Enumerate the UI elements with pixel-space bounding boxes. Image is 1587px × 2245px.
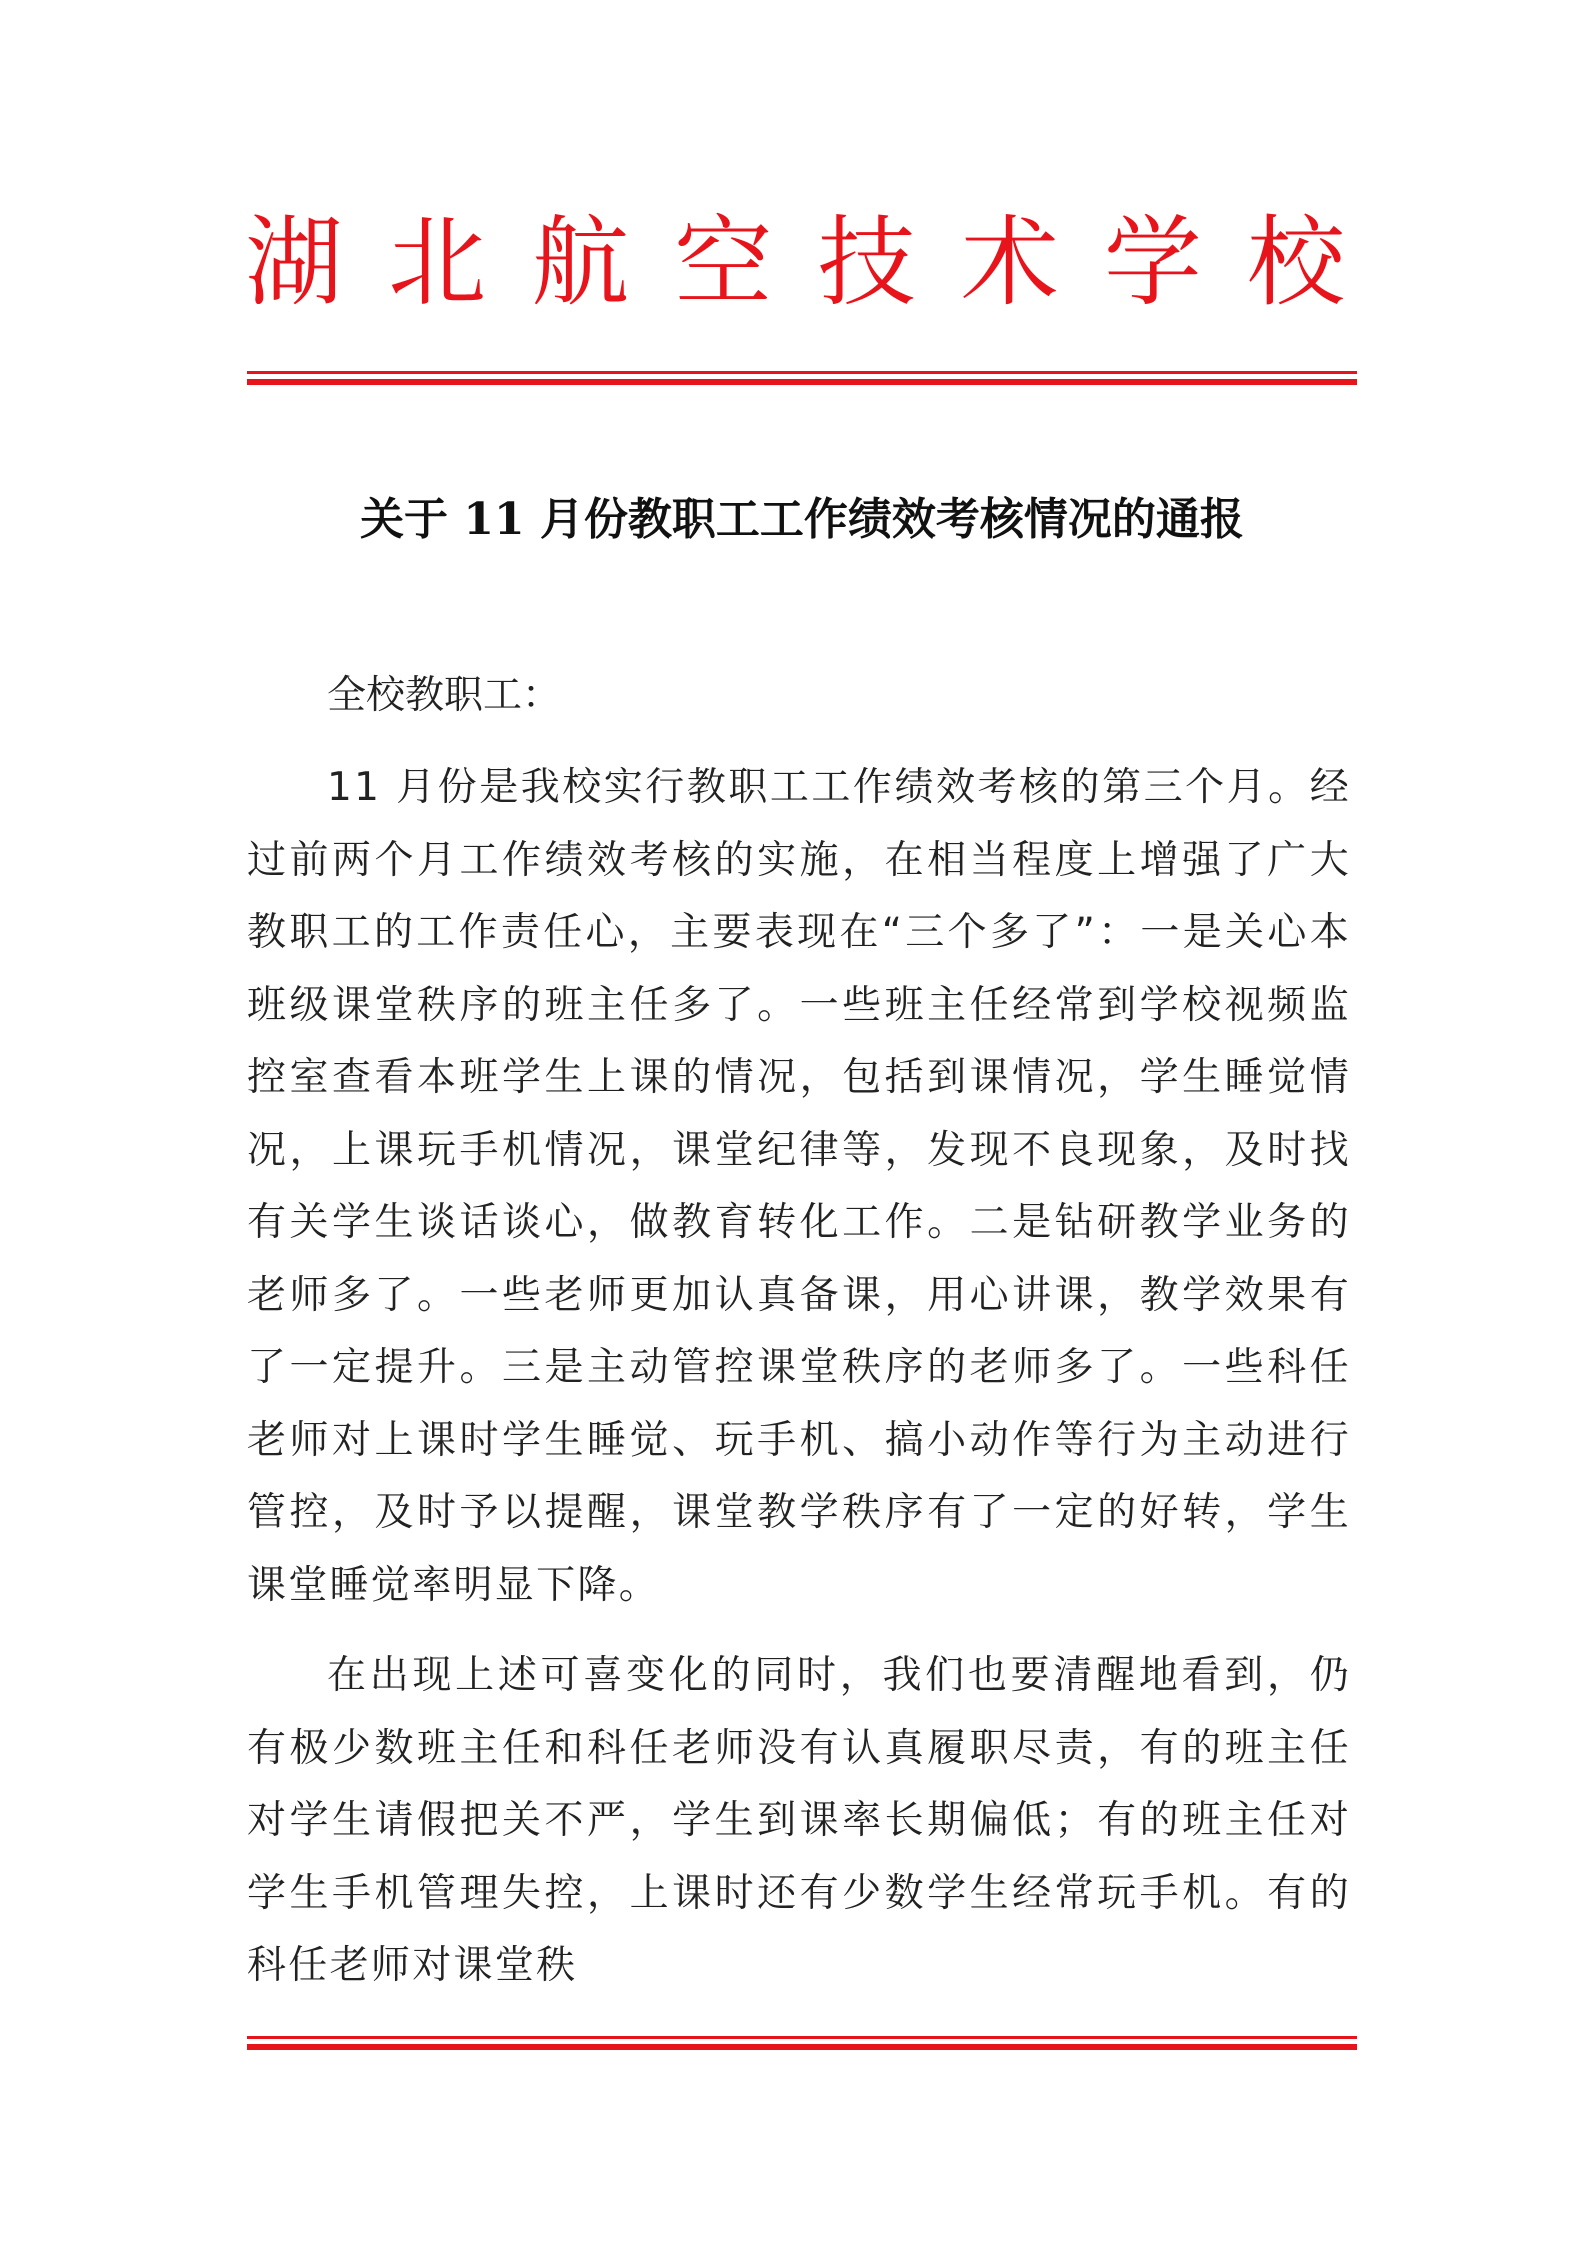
letterhead-char: 术 xyxy=(960,206,1059,320)
letterhead-char: 空 xyxy=(674,206,773,320)
letterhead-divider xyxy=(247,371,1357,385)
document-body xyxy=(247,660,1351,2003)
letterhead-char: 航 xyxy=(531,206,630,320)
divider-thick-line xyxy=(247,2044,1357,2050)
body-paragraph: 在出现上述可喜变化的同时，我们也要清醒地看到，仍有极少数班主任和科任老师没有认真履职尽责，有的班主任对学生请假把关不严，学生到课率长期偏低；有的班主任对学生手机管理失控，上课时还有少数学生经常玩手机。有的科任老师对课堂秩 xyxy=(247,1653,1351,1988)
letterhead-char: 校 xyxy=(1246,206,1345,320)
body-paragraph: 11 月份是我校实行教职工工作绩效考核的第三个月。经过前两个月工作绩效考核的实施，在相当程度上增强了广大教职工的工作责任心，主要表现在“三个多了”：一是关心本班级课堂秩序的班主任多了。一些班主任经常到学校视频监控室查看本班学生上课的情况，包括到课情况，学生睡觉情况，上课玩手机情况，课堂纪律等，发现不良现象，及时找有关学生谈话谈心，做教育转化工作。二是钻研教学业务的老师多了。一些老师更加认真备课，用心讲课，教学效果有了一定提升。三是主动管控课堂秩序的老师多了。一些科任老师对上课时学生睡觉、玩手机、搞小动作等行为主动进行管控，及时予以提醒，课堂教学秩序有了一定的好转，学生课堂睡觉率明显下降。 xyxy=(247,765,1351,1608)
letterhead xyxy=(245,208,1345,318)
letterhead-char: 北 xyxy=(388,206,487,320)
document-title: 关于 11 月份教职工工作绩效考核情况的通报 xyxy=(360,494,1244,545)
divider-thick-line xyxy=(247,379,1357,385)
divider-thin-line xyxy=(247,371,1357,374)
footer-divider xyxy=(247,2036,1357,2050)
letterhead-char: 湖 xyxy=(245,206,344,320)
divider-thin-line xyxy=(247,2036,1357,2039)
salutation: 全校教职工： xyxy=(327,673,562,718)
letterhead-char: 学 xyxy=(1103,206,1202,320)
letterhead-char: 技 xyxy=(817,206,916,320)
